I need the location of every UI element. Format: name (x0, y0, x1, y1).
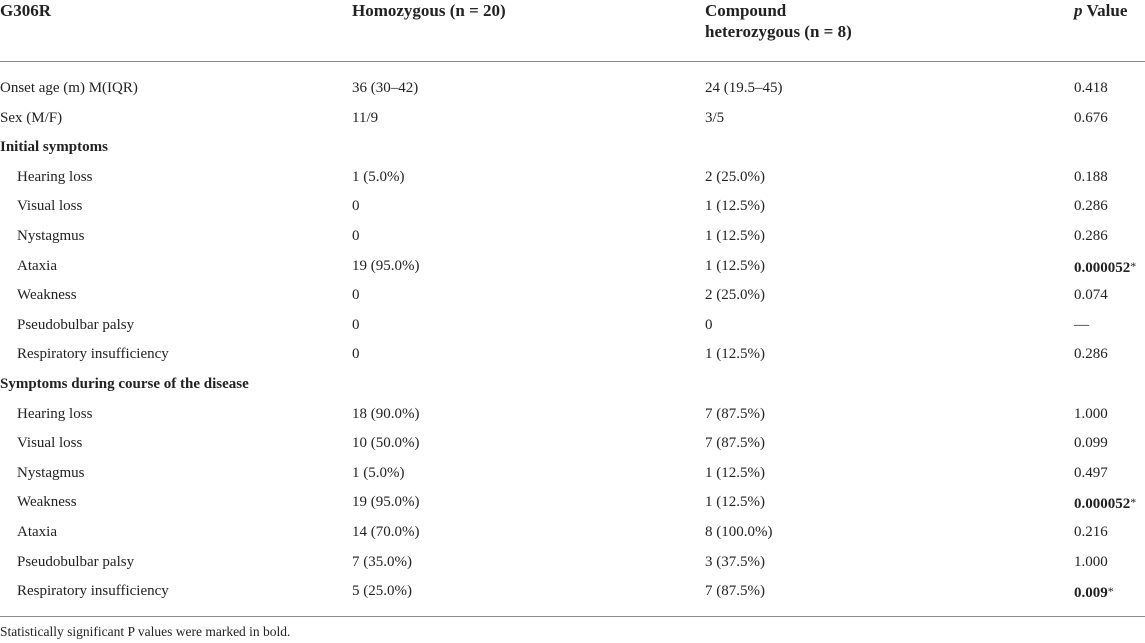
compound-value: 8 (100.0%) (705, 523, 773, 540)
footer-rule (0, 616, 1145, 617)
homozygous-value: 19 (95.0%) (352, 257, 420, 274)
compound-value: 1 (12.5%) (705, 257, 765, 274)
compound-value: 1 (12.5%) (705, 346, 765, 363)
header-value-word: Value (1082, 1, 1128, 20)
homozygous-value: 1 (5.0%) (352, 464, 405, 481)
table-row (0, 459, 1145, 489)
table-body (0, 74, 1145, 607)
section-label: Symptoms during course of the disease (0, 375, 249, 392)
row-label: Ataxia (17, 257, 57, 274)
p-value-bold: 0.009 (1074, 585, 1108, 602)
p-value: 0.286 (1074, 227, 1108, 244)
significance-asterisk: * (1107, 584, 1114, 599)
compound-value: 1 (12.5%) (705, 464, 765, 481)
row-label: Weakness (17, 494, 77, 511)
p-value: 0.497 (1074, 464, 1108, 481)
table-row (0, 252, 1145, 282)
table-row (0, 74, 1145, 104)
p-value: 0.188 (1074, 168, 1108, 185)
homozygous-value: 36 (30–42) (352, 80, 419, 96)
p-value: 0.418 (1074, 80, 1108, 96)
row-label: Pseudobulbar palsy (17, 553, 135, 570)
row-label: Nystagmus (17, 227, 85, 244)
compound-value: 7 (87.5%) (705, 405, 765, 422)
table-row (0, 577, 1145, 607)
header-genotype: G306R (0, 1, 51, 20)
p-value-bold: 0.000052 (1074, 259, 1131, 276)
header-p-letter: p (1074, 1, 1083, 20)
row-label: Onset age (m) M(IQR) (0, 80, 138, 96)
compound-value: 7 (87.5%) (705, 435, 765, 452)
header-homozygous: Homozygous (n = 20) (352, 1, 506, 20)
compound-value: 0 (705, 316, 713, 333)
table-row (0, 281, 1145, 311)
compound-value: 7 (87.5%) (705, 583, 765, 600)
row-label: Sex (M/F) (0, 109, 63, 126)
header-compound-line1: Compound (705, 1, 787, 20)
header-compound-line2: heterozygous (n = 8) (705, 22, 852, 41)
table-header (0, 0, 1145, 60)
p-value: 0.676 (1074, 109, 1108, 126)
table-row (0, 488, 1145, 518)
significance-asterisk: * (1130, 258, 1137, 273)
compound-value: 24 (19.5–45) (705, 80, 783, 96)
homozygous-value: 0 (352, 227, 360, 244)
row-label: Respiratory insufficiency (17, 346, 169, 363)
compound-value: 3 (37.5%) (705, 553, 765, 570)
section-label: Initial symptoms (0, 139, 108, 156)
p-value-significant (1074, 488, 1136, 520)
table-row (0, 548, 1145, 578)
table-row (0, 222, 1145, 252)
p-value: 1.000 (1074, 405, 1108, 422)
p-value: 0.099 (1074, 435, 1108, 452)
p-value: — (1074, 316, 1089, 333)
header-compound-heterozygous (705, 0, 852, 42)
row-label: Weakness (17, 287, 77, 304)
row-label: Ataxia (17, 523, 57, 540)
table-row (0, 163, 1145, 193)
p-value-bold: 0.000052 (1074, 496, 1131, 513)
compound-value: 1 (12.5%) (705, 494, 765, 511)
section-heading (0, 370, 1145, 400)
header-rule (0, 61, 1145, 62)
table-row (0, 311, 1145, 341)
row-label: Visual loss (17, 198, 83, 215)
row-label: Visual loss (17, 435, 83, 452)
p-value-significant (1074, 252, 1136, 284)
homozygous-value: 19 (95.0%) (352, 494, 420, 511)
compound-value: 2 (25.0%) (705, 168, 765, 185)
homozygous-value: 10 (50.0%) (352, 435, 420, 452)
p-value: 0.216 (1074, 523, 1108, 540)
p-value: 0.074 (1074, 287, 1108, 304)
compound-value: 3/5 (705, 109, 725, 126)
row-label: Nystagmus (17, 464, 85, 481)
table-row (0, 192, 1145, 222)
row-label: Pseudobulbar palsy (17, 316, 135, 333)
homozygous-value: 18 (90.0%) (352, 405, 420, 422)
table-row (0, 518, 1145, 548)
homozygous-value: 14 (70.0%) (352, 523, 420, 540)
compound-value: 2 (25.0%) (705, 287, 765, 304)
p-value-significant (1074, 577, 1114, 609)
p-value: 1.000 (1074, 553, 1108, 570)
homozygous-value: 1 (5.0%) (352, 168, 405, 185)
header-p-value (1074, 0, 1127, 21)
significance-asterisk: * (1130, 495, 1137, 510)
homozygous-value: 0 (352, 198, 360, 215)
homozygous-value: 7 (35.0%) (352, 553, 412, 570)
row-label: Respiratory insufficiency (17, 583, 169, 600)
homozygous-value: 0 (352, 346, 360, 363)
row-label: Hearing loss (17, 405, 93, 422)
homozygous-value: 5 (25.0%) (352, 583, 412, 600)
table-row (0, 104, 1145, 134)
row-label: Hearing loss (17, 168, 93, 185)
table-row (0, 340, 1145, 370)
section-heading (0, 133, 1145, 163)
compound-value: 1 (12.5%) (705, 227, 765, 244)
table-footnote: Statistically significant P values were marked in bold. (0, 624, 291, 639)
table-row (0, 400, 1145, 430)
table-row (0, 429, 1145, 459)
p-value: 0.286 (1074, 346, 1108, 363)
compound-value: 1 (12.5%) (705, 198, 765, 215)
p-value: 0.286 (1074, 198, 1108, 215)
homozygous-value: 0 (352, 287, 360, 304)
homozygous-value: 0 (352, 316, 360, 333)
homozygous-value: 11/9 (352, 109, 379, 126)
